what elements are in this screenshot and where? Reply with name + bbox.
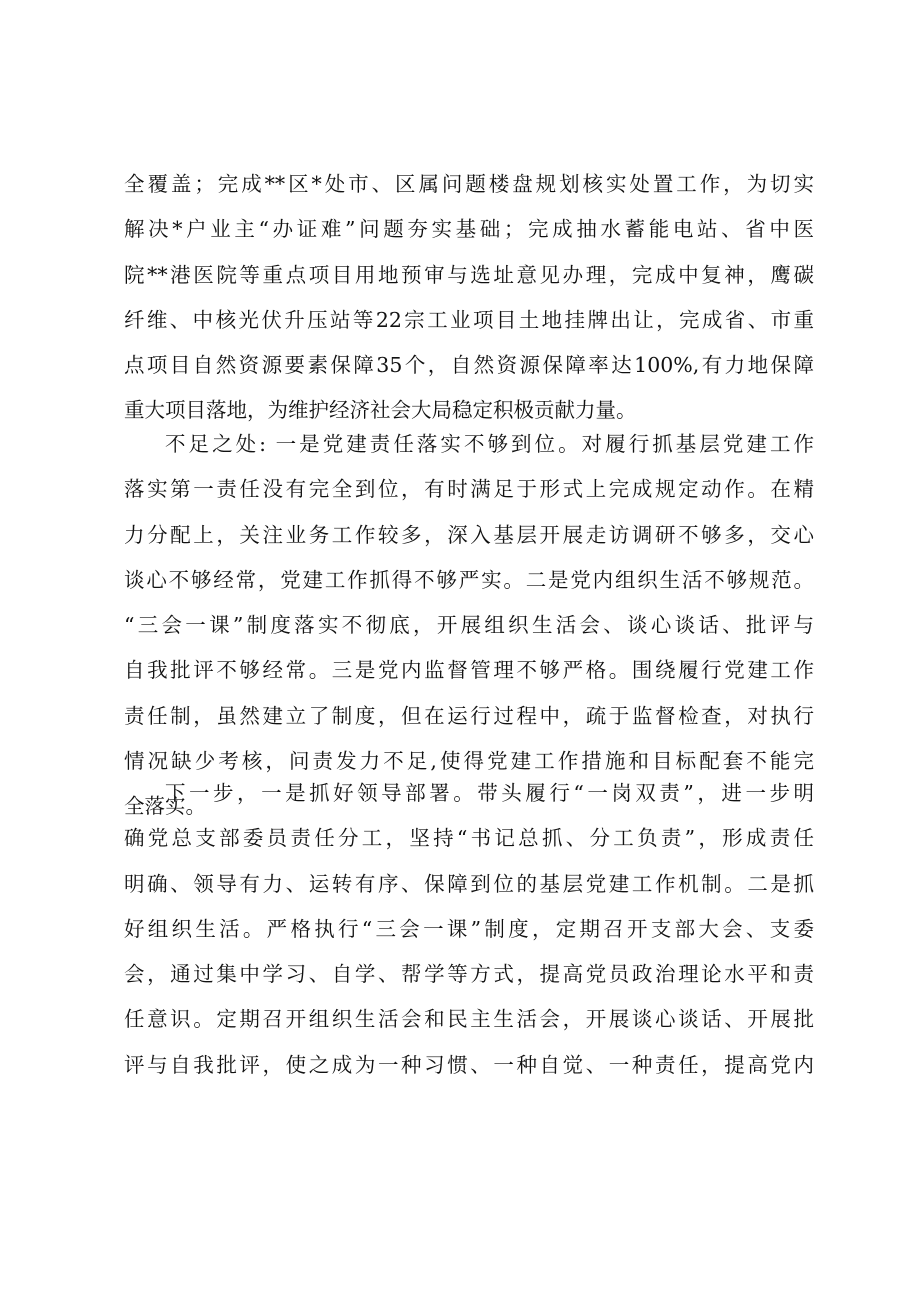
text-line: 点项目自然资源要素保障35个，自然资源保障率达100%,有力地保障 bbox=[124, 353, 814, 378]
text-line: 全落实。 bbox=[124, 794, 206, 819]
text-line: 力分配上，关注业务工作较多，深入基层开展走访调研不够多，交心 bbox=[124, 522, 814, 547]
paragraph-shortcomings bbox=[124, 422, 814, 830]
text-line: 评与自我批评，使之成为一种习惯、一种自觉、一种责任，提高党内 bbox=[124, 1052, 814, 1077]
text-line: 明确、领导有力、运转有序、保障到位的基层党建工作机制。二是抓 bbox=[124, 871, 814, 896]
text-line: 落实第一责任没有完全到位，有时满足于形式上完成规定动作。在精 bbox=[124, 477, 814, 502]
text-line: 确党总支部委员责任分工，坚持“书记总抓、分工负责”，形成责任 bbox=[124, 826, 814, 851]
text-line: 全覆盖；完成**区*处市、区属问题楼盘规划核实处置工作，为切实 bbox=[124, 172, 814, 196]
text-line: “三会一课”制度落实不彻底，开展组织生活会、谈心谈话、批评与 bbox=[124, 613, 814, 638]
text-line: 下一步，一是抓好领导部署。带头履行“一岗双责”，进一步明 bbox=[165, 781, 814, 805]
text-line: 纤维、中核光伏升压站等22宗工业项目土地挂牌出让，完成省、市重 bbox=[124, 307, 814, 332]
paragraph-next-steps bbox=[124, 771, 814, 1088]
text-line: 自我批评不够经常。三是党内监督管理不够严格。围绕履行党建工作 bbox=[124, 658, 814, 683]
text-line: 会，通过集中学习、自学、帮学等方式，提高党员政治理论水平和责 bbox=[124, 962, 814, 987]
text-line: 好组织生活。严格执行“三会一课”制度，定期召开支部大会、支委 bbox=[124, 916, 814, 941]
text-line: 解决*户业主“办证难”问题夯实基础；完成抽水蓄能电站、省中医 bbox=[124, 217, 814, 242]
paragraph-work-results bbox=[124, 162, 814, 434]
text-line: 不足之处: 一是党建责任落实不够到位。对履行抓基层党建工作 bbox=[165, 432, 814, 456]
text-line: 重大项目落地，为维护经济社会大局稳定积极贡献力量。 bbox=[124, 398, 637, 423]
text-line: 谈心不够经常，党建工作抓得不够严实。二是党内组织生活不够规范。 bbox=[124, 567, 814, 592]
text-line: 任意识。定期召开组织生活会和民主生活会，开展谈心谈话、开展批 bbox=[124, 1007, 814, 1032]
text-line: 院**港医院等重点项目用地预审与选址意见办理，完成中复神，鹰碳 bbox=[124, 262, 814, 287]
text-line: 情况缺少考核，问责发力不足,使得党建工作措施和目标配套不能完 bbox=[124, 749, 814, 774]
text-line: 责任制，虽然建立了制度，但在运行过程中，疏于监督检查，对执行 bbox=[124, 703, 814, 728]
